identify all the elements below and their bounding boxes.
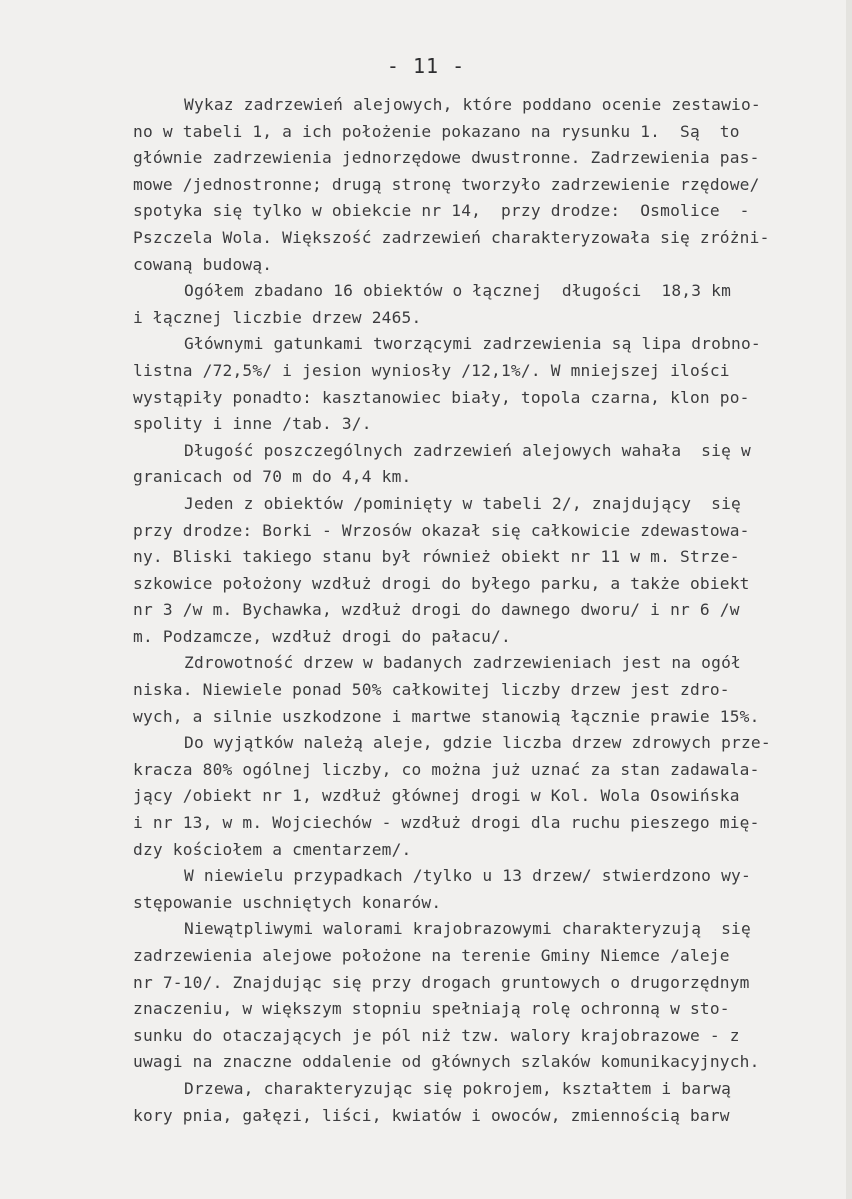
text-line: niska. Niewiele ponad 50% całkowitej liczby drzew jest zdro- (133, 680, 730, 700)
text-line: ny. Bliski takiego stanu był również obiekt nr 11 w m. Strze- (133, 547, 740, 567)
text-line: Długość poszczególnych zadrzewień alejowych wahała się w (184, 440, 751, 460)
text-line: spotyka się tylko w obiekcie nr 14, przy drodze: Osmolice - (133, 201, 750, 221)
page-number: - 11 - (386, 54, 466, 78)
text-line: nr 7-10/. Znajdując się przy drogach gruntowych o drugorzędnym (133, 972, 750, 992)
text-line: Ogółem zbadano 16 obiektów o łącznej długości 18,3 km (184, 281, 732, 301)
text-line: Do wyjątków należą aleje, gdzie liczba drzew zdrowych prze- (184, 733, 771, 753)
text-line: szkowice położony wzdłuż drogi do byłego parku, a także obiekt (133, 573, 750, 593)
text-line: no w tabeli 1, a ich położenie pokazano na rysunku 1. Są to (133, 121, 740, 141)
text-line: mowe /jednostronne; drugą stronę tworzyło zadrzewienie rzędowe/ (133, 174, 760, 194)
text-line: kory pnia, gałęzi, liści, kwiatów i owoców, zmiennością barw (133, 1105, 730, 1125)
text-line: dzy kościołem a cmentarzem/. (133, 839, 412, 859)
text-line: wystąpiły ponadto: kasztanowiec biały, topola czarna, klon po- (133, 387, 750, 407)
body-text (133, 92, 813, 1129)
text-line: W niewielu przypadkach /tylko u 13 drzew/ stwierdzono wy- (184, 866, 751, 886)
text-line: stępowanie uschniętych konarów. (133, 892, 442, 912)
text-line: głównie zadrzewienia jednorzędowe dwustronne. Zadrzewienia pas- (133, 148, 760, 168)
text-line: Niewątpliwymi walorami krajobrazowymi charakteryzują się (184, 919, 751, 939)
text-line: jący /obiekt nr 1, wzdłuż głównej drogi w Kol. Wola Osowińska (133, 786, 740, 806)
text-line: Pszczela Wola. Większość zadrzewień charakteryzowała się zróżni- (133, 227, 770, 247)
text-line: granicach od 70 m do 4,4 km. (133, 467, 412, 487)
text-line: listna /72,5%/ i jesion wyniosły /12,1%/. W mniejszej ilości (133, 360, 730, 380)
text-line: nr 3 /w m. Bychawka, wzdłuż drogi do dawnego dworu/ i nr 6 /w (133, 600, 740, 620)
text-line: zadrzewienia alejowe położone na terenie Gminy Niemce /aleje (133, 946, 730, 965)
text-line: Jeden z obiektów /pominięty w tabeli 2/, znajdujący się (184, 493, 741, 513)
page-edge (846, 0, 852, 1199)
text-line: Drzewa, charakteryzując się pokrojem, kształtem i barwą (184, 1078, 732, 1098)
text-line: przy drodze: Borki - Wrzosów okazał się całkowicie zdewastowa- (133, 520, 750, 540)
text-line: sunku do otaczających je pól niż tzw. walory krajobrazowe - z (133, 1025, 740, 1045)
text-line: cowaną budową. (133, 254, 273, 274)
text-line: kracza 80% ogólnej liczby, co można już uznać za stan zadawala- (133, 759, 760, 779)
text-line: m. Podzamcze, wzdłuż drogi do pałacu/. (133, 626, 511, 646)
text-line: Wykaz zadrzewień alejowych, które poddano ocenie zestawio- (184, 95, 761, 114)
text-line: Zdrowotność drzew w badanych zadrzewieniach jest na ogół (184, 653, 741, 673)
text-line: spolity i inne /tab. 3/. (133, 414, 372, 434)
text-line: wych, a silnie uszkodzone i martwe stanowią łącznie prawie 15%. (133, 706, 760, 726)
text-line: i nr 13, w m. Wojciechów - wzdłuż drogi dla ruchu pieszego mię- (133, 813, 760, 833)
text-line: i łącznej liczbie drzew 2465. (133, 307, 422, 327)
text-line: uwagi na znaczne oddalenie od głównych szlaków komunikacyjnych. (133, 1052, 760, 1072)
text-line: znaczeniu, w większym stopniu spełniają rolę ochronną w sto- (133, 999, 730, 1019)
text-line: Głównymi gatunkami tworzącymi zadrzewienia są lipa drobno- (184, 334, 761, 354)
